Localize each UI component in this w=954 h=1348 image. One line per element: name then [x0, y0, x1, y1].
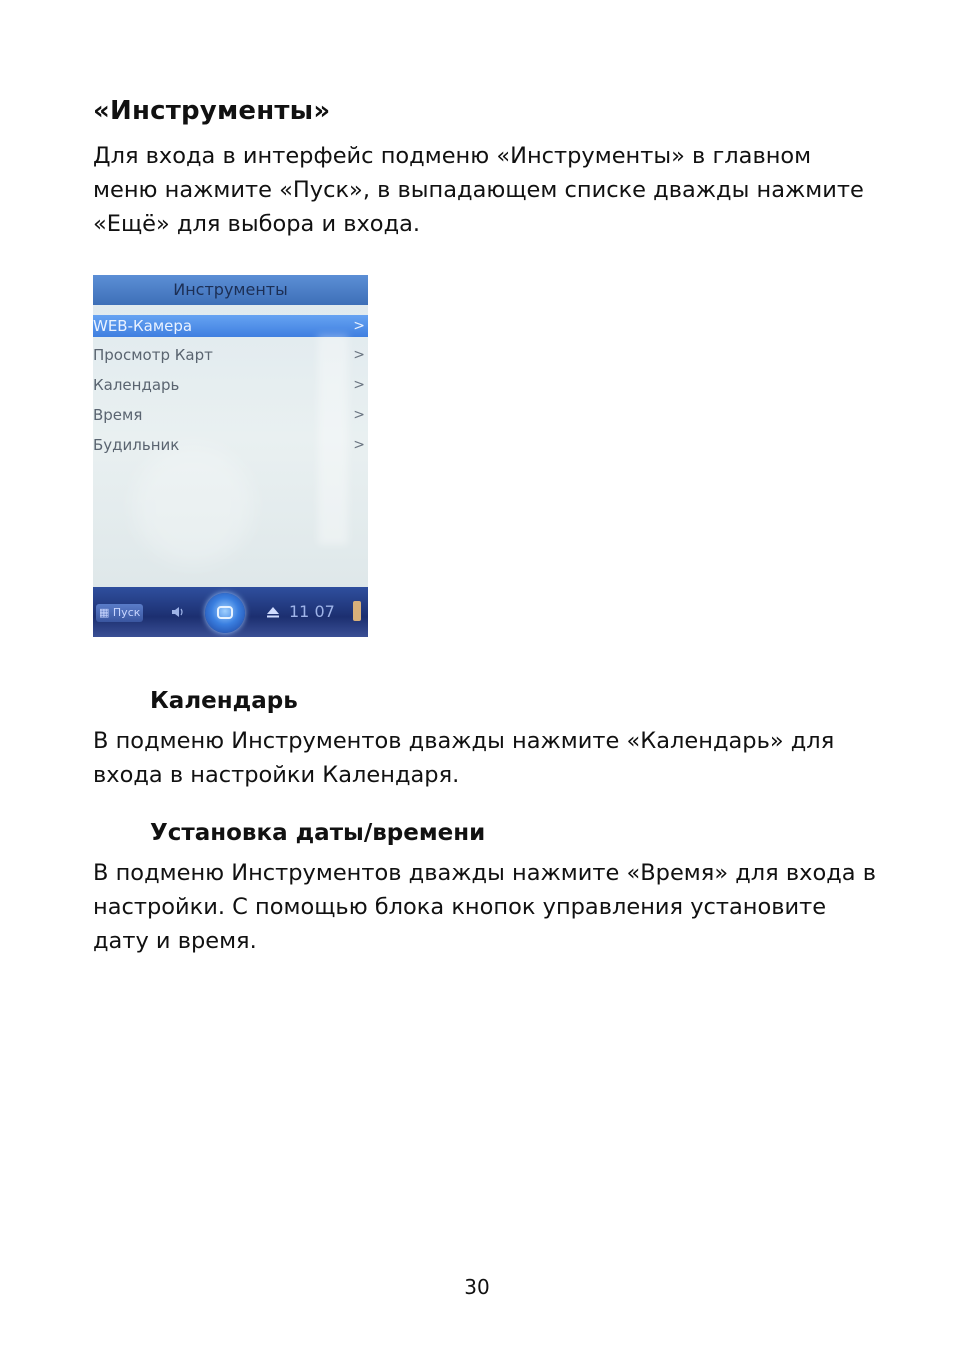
page-number: 30 — [464, 1275, 490, 1299]
home-icon — [217, 606, 233, 619]
chevron-right-icon: > — [353, 347, 365, 363]
clock: 11 07 — [289, 602, 335, 621]
menu-item-label: WEB-Камера — [93, 317, 193, 335]
intro-paragraph: Для входа в интерфейс подменю «Инструменты» в главном меню нажмите «Пуск», в выпадающем списке дважды нажмите «Ещё» для выбора и входа. — [93, 143, 864, 237]
start-button-label: Пуск — [112, 606, 141, 619]
menu-item-label: Календарь — [93, 376, 180, 394]
screen-glare — [133, 445, 253, 565]
taskbar — [93, 587, 368, 637]
eject-icon[interactable] — [266, 605, 280, 619]
calendar-heading: Календарь — [150, 688, 298, 714]
calendar-paragraph: В подменю Инструментов дважды нажмите «Календарь» для входа в настройки Календаря. — [93, 728, 835, 788]
datetime-paragraph: В подменю Инструментов дважды нажмите «Время» для входа в настройки. С помощью блока кнопок управления установите дату и время. — [93, 860, 876, 954]
home-button[interactable] — [205, 593, 245, 633]
menu-item-label: Будильник — [93, 436, 180, 454]
chevron-right-icon: > — [353, 407, 365, 423]
menu-item-web-camera[interactable] — [93, 315, 368, 337]
start-button[interactable] — [96, 604, 143, 622]
battery-icon — [353, 601, 361, 621]
menu-item-label: Просмотр Карт — [93, 346, 213, 364]
volume-icon[interactable] — [171, 605, 185, 619]
device-screenshot — [93, 275, 368, 637]
chevron-right-icon: > — [353, 318, 365, 334]
chevron-right-icon: > — [353, 437, 365, 453]
windows-logo-icon: ▦ — [99, 606, 110, 619]
datetime-heading: Установка даты/времени — [150, 820, 486, 846]
screen-header: Инструменты — [93, 275, 368, 305]
chevron-right-icon: > — [353, 377, 365, 393]
page-title: «Инструменты» — [93, 96, 331, 126]
menu-item-label: Время — [93, 406, 143, 424]
screen-glare — [318, 335, 348, 545]
